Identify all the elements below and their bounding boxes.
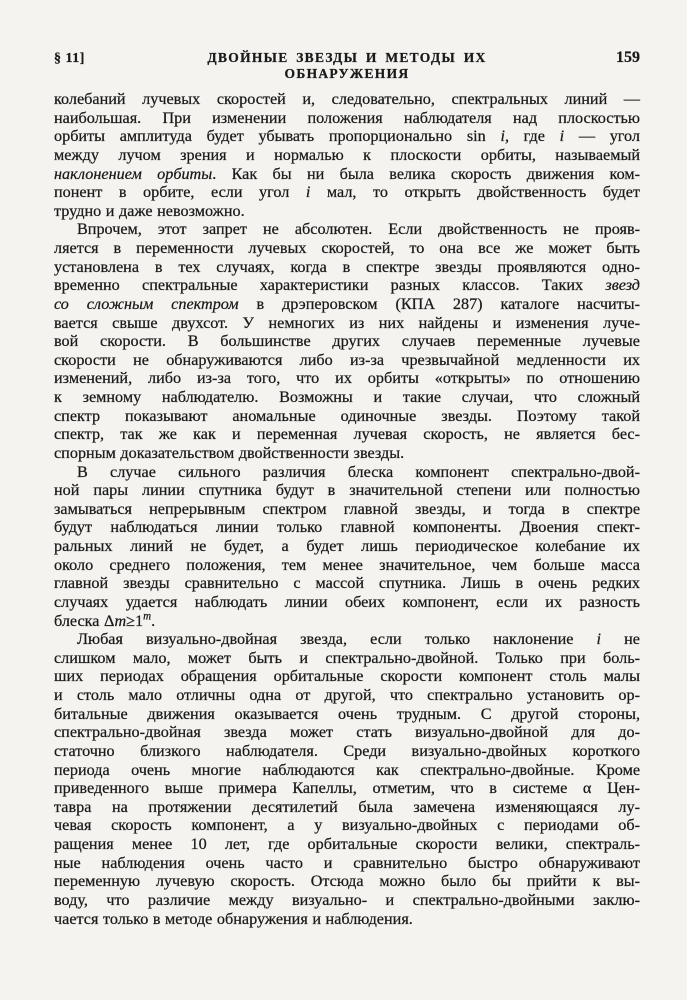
text-line: временно спектральные характеристики разных классов. Таких звезд [54,276,640,295]
text-line: ляется в переменности лучевых скоростей, то она все же может быть [54,239,640,257]
text-line: приведенного выше примера Капеллы, отметим, что в системе α Цен- [54,779,640,798]
text-line: около среднего положения, тем менее значительное, чем больше масса [54,555,640,574]
text-line: установлена в тех случаях, когда в спектре звезды проявляются одно- [54,257,640,276]
text-line: чевая скорость компонент, а у визуально-двойных с периодами об- [54,816,640,835]
text-line: Любая визуально-двойная звезда, если только наклонение i не [77,630,640,649]
running-title: ДВОЙНЫЕ ЗВЕЗДЫ И МЕТОДЫ ИХ ОБНАРУЖЕНИЯ [207,50,487,81]
running-head [54,49,640,82]
text-line: спектрально-двойная звезда может стать визуально-двойной для до- [54,723,640,742]
text-line: блеска $\Delta m\ge 1^m$. [54,610,156,630]
text-line: слишком мало, может быть и спектрально-двойной. Только при боль- [54,648,640,667]
paragraph [54,90,640,220]
text-line: ные наблюдения очень часто и сравнительно быстро обнаруживают [54,853,640,872]
text-line: наклонением орбиты. Как бы ни была велика скорость движения ком- [54,164,640,183]
text-line: вой скорости. В большинстве других случаев переменные лучевые [54,332,640,351]
text-line: воду, что различие между визуально- и спектрально-двойными заклю- [54,890,640,909]
text-line: спектр показывают аномальные одиночные звезды. Поэтому такой [54,406,640,425]
text-line: главной звезды сравнительно с массой спутника. Лишь в очень редких [54,574,640,593]
text-line: изменений, либо из-за того, что их орбиты «открыты» по отношению [54,369,640,388]
text-line: между лучом зрения и нормалью к плоскости орбиты, называемый [54,145,640,164]
text-line: ращения менее 10 лет, где орбитальные скорости велики, спектраль- [54,835,640,853]
text-line: ральных линий не будет, а будет лишь периодическое колебание их [54,537,640,555]
text-line: орбиты амплитуда будет убывать пропорционально sin i, где i — угол [54,127,640,146]
text-line: переменную лучевую скорость. Отсюда можно было бы прийти к вы- [54,872,640,891]
text-line: к земному наблюдателю. Возможны и такие случаи, что сложный [54,388,640,406]
text-line: и столь мало отличны одна от другой, что спектрально установить ор- [54,686,640,704]
text-line: будут наблюдаться линии только главной компоненты. Двоения спект- [54,518,640,537]
text-line: битальные движения оказывается очень трудным. С другой стороны, [54,704,640,723]
paragraph [54,220,640,462]
text-line: статочно близкого наблюдателя. Среди визуально-двойных короткого [54,741,640,760]
text-line: ших периодах обращения орбитальные скорости компонент столь малы [54,667,640,686]
text-line: тавра на протяжении десятилетий была замечена изменяющаяся лу- [54,797,640,816]
text-line: случаях удается наблюдать линии обеих компонент, если их разность [54,592,640,611]
paragraph [54,463,640,631]
text-line: чается только в методе обнаружения и наблюдения. [54,909,413,928]
text-line: колебаний лучевых скоростей и, следовательно, спектральных линий — [54,90,640,108]
text-line: В случае сильного различия блеска компонент спектрально-двой- [77,462,640,481]
text-line: Впрочем, этот запрет не абсолютен. Если двойственность не прояв- [77,220,640,239]
text-line: ной пары линии спутника будут в значительной степени или полностью [54,481,640,500]
text-line: понент в орбите, если угол i мал, то открыть двойственность будет [54,183,640,202]
page-body [54,90,640,928]
paragraph [54,630,640,928]
page-number: 159 [616,49,640,66]
text-line: со сложным спектром в дрэперовском (КПА 287) каталоге насчиты- [54,294,640,313]
text-line: трудно и даже невозможно. [54,201,245,220]
text-line: скорости не обнаруживаются либо из-за чрезвычайной медленности их [54,350,640,369]
text-line: периода очень многие наблюдаются как спектрально-двойные. Кроме [54,760,640,779]
text-line: наибольшая. При изменении положения наблюдателя над плоскостью [54,108,640,127]
text-line: замываться непрерывным спектром главной звезды, и тогда в спектре [54,499,640,518]
text-line: вается свыше двухсот. У немногих из них найдены и изменения луче- [54,313,640,332]
text-line: спектр, так же как и переменная лучевая скорость, не является бес- [54,425,640,444]
section-label: § 11] [54,51,85,66]
text-line: спорным доказательством двойственности звезды. [54,443,405,462]
